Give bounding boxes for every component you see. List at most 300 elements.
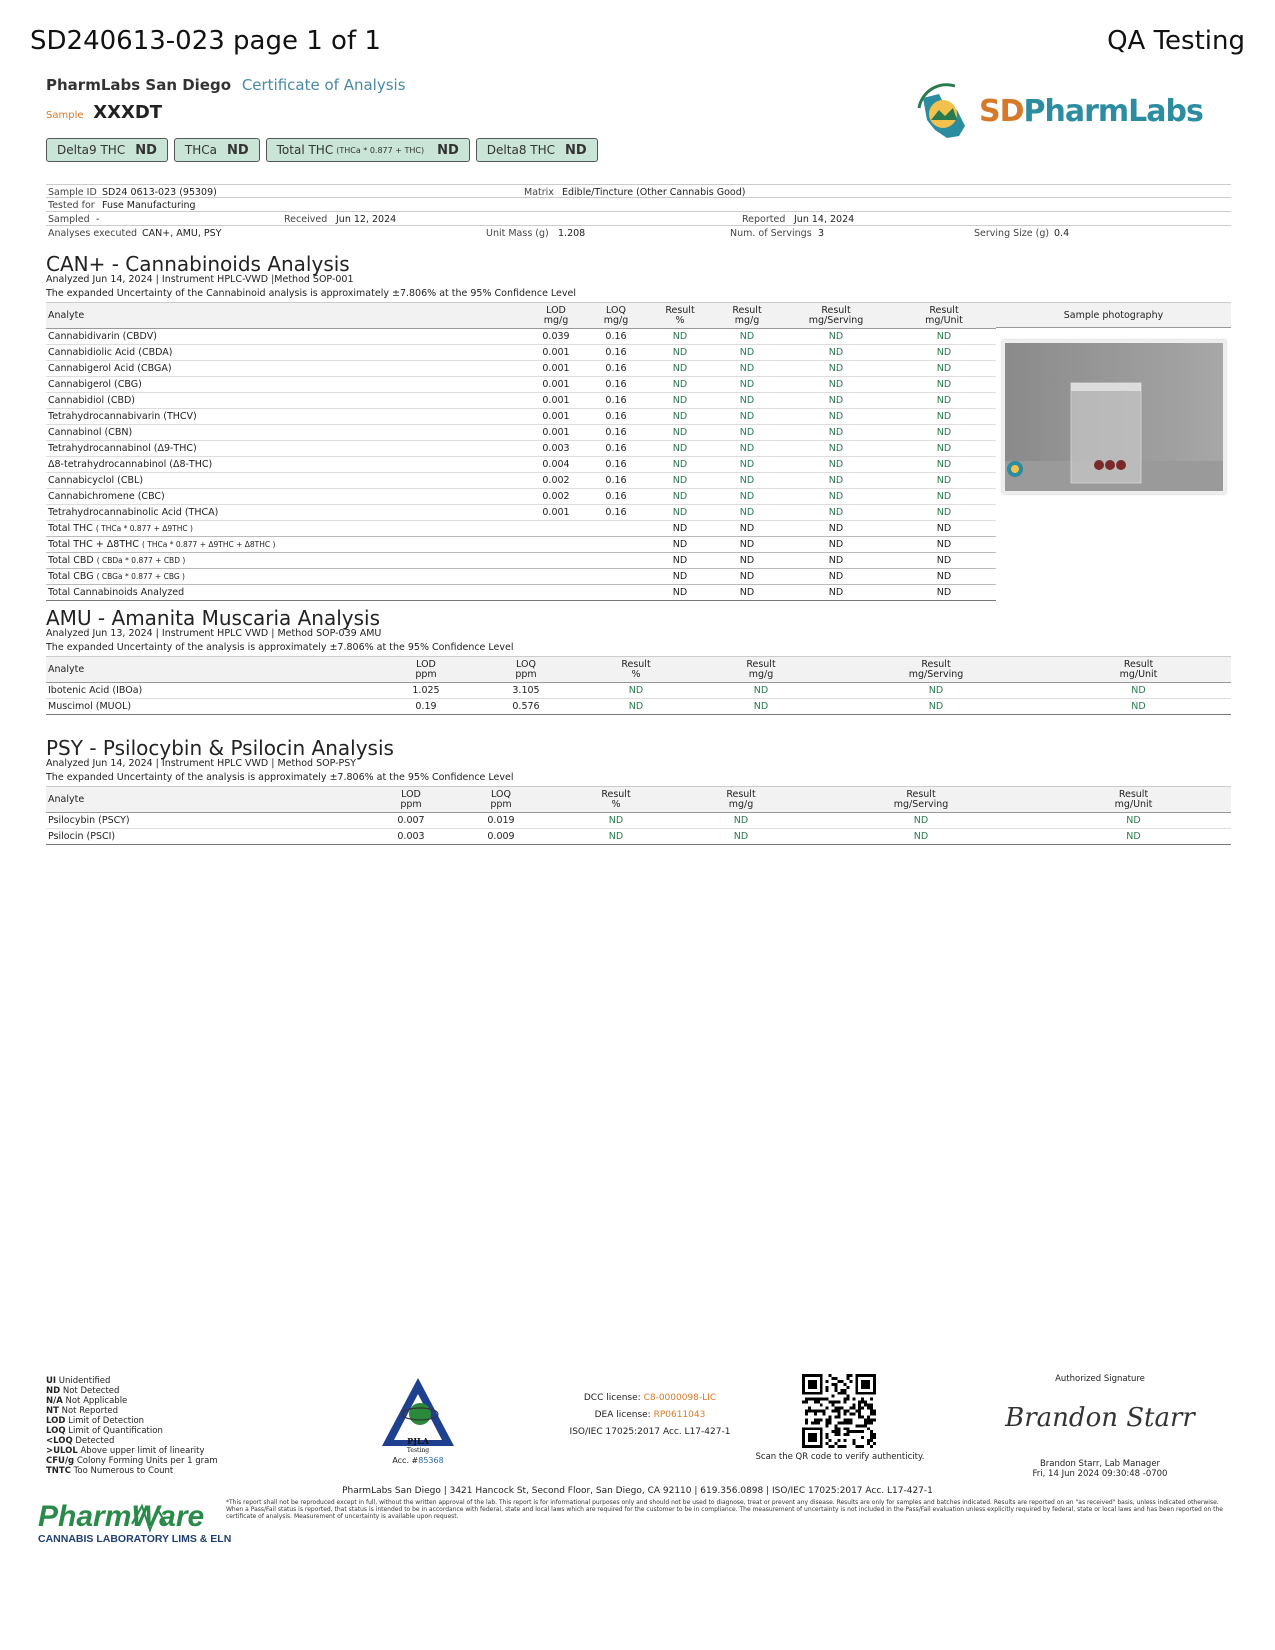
result-unit: ND	[892, 569, 996, 585]
legend-item	[46, 1446, 218, 1456]
legend-abbr: N/A	[46, 1396, 63, 1406]
psy-section-title: PSY - Psilocybin & Psilocin Analysis	[46, 736, 394, 760]
result-unit: ND	[892, 361, 996, 377]
result-serving: ND	[780, 537, 892, 553]
legend-item	[46, 1456, 218, 1466]
lod-value: 0.002	[526, 489, 586, 505]
result-mgg: ND	[714, 473, 780, 489]
lab-name: PharmLabs San Diego	[46, 76, 232, 94]
lod-value: 0.003	[376, 829, 446, 845]
analyses-label: Analyses executed	[48, 228, 138, 239]
result-serving: ND	[780, 377, 892, 393]
loq-value: 0.009	[446, 829, 556, 845]
col-loq-unit: ppm	[490, 798, 512, 810]
col-result-mgg	[676, 787, 806, 813]
col-analyte: Analyte	[46, 787, 376, 813]
amu-analyzed-line: Analyzed Jun 13, 2024 | Instrument HPLC VWD | Method SOP-039 AMU	[46, 628, 382, 639]
col-serv-unit: mg/Serving	[893, 798, 949, 810]
total-label: Total CBD	[48, 555, 94, 566]
tested-for-label: Tested for	[48, 200, 95, 211]
result-serving: ND	[780, 441, 892, 457]
analyte-name: Cannabichromene (CBC)	[46, 489, 526, 505]
result-unit: ND	[1036, 813, 1231, 829]
legend-abbr: UI	[46, 1376, 57, 1386]
lod-value: 0.001	[526, 425, 586, 441]
result-serving: ND	[826, 699, 1046, 715]
result-unit: ND	[892, 505, 996, 521]
legend-item	[46, 1416, 218, 1426]
result-pct: ND	[646, 393, 714, 409]
sampled-label: Sampled	[48, 214, 90, 225]
col-lod-unit: mg/g	[543, 314, 569, 326]
total-formula: ( CBGa * 0.877 + CBG )	[96, 572, 185, 581]
dea-license-label: DEA license:	[594, 1410, 651, 1420]
table-row	[46, 473, 996, 489]
sample-photo	[1002, 340, 1226, 494]
dcc-license-label: DCC license:	[583, 1393, 641, 1403]
matrix-label: Matrix	[524, 187, 554, 198]
col-serv-unit: mg/Serving	[908, 668, 964, 680]
legend-text: Not Detected	[62, 1386, 120, 1396]
col-result-mgg	[696, 657, 826, 683]
result-pct: ND	[646, 505, 714, 521]
total-row	[46, 585, 996, 601]
qr-caption: Scan the QR code to verify authenticity.	[755, 1452, 925, 1462]
badge-value: ND	[135, 142, 157, 158]
col-serv-title: Result	[821, 304, 851, 316]
analyte-name: Cannabidiol (CBD)	[46, 393, 526, 409]
result-mgg: ND	[714, 457, 780, 473]
lod-value: 0.004	[526, 457, 586, 473]
col-loq	[446, 787, 556, 813]
analyte-name: Cannabidiolic Acid (CBDA)	[46, 345, 526, 361]
result-mgg: ND	[714, 329, 780, 345]
result-mgg: ND	[676, 813, 806, 829]
col-result-mgg	[714, 303, 780, 329]
pharmware-logo	[36, 1494, 232, 1550]
table-row	[46, 441, 996, 457]
col-result-pct	[576, 657, 696, 683]
result-serving: ND	[780, 425, 892, 441]
analyte-name: Cannabigerol (CBG)	[46, 377, 526, 393]
col-loq-title: LOQ	[606, 304, 626, 316]
licenses-block	[540, 1390, 760, 1441]
total-formula: ( THCa * 0.877 + Δ9THC + Δ8THC )	[141, 540, 276, 549]
psilocybin-table	[46, 786, 1231, 845]
lod-value	[526, 585, 586, 601]
col-result-pct	[556, 787, 676, 813]
result-unit: ND	[892, 553, 996, 569]
result-mgg: ND	[714, 521, 780, 537]
col-lod-title: LOD	[401, 788, 421, 800]
lod-value: 0.001	[526, 393, 586, 409]
can-section-title: CAN+ - Cannabinoids Analysis	[46, 252, 350, 276]
col-lod	[376, 657, 476, 683]
loq-value: 0.16	[586, 345, 646, 361]
result-serving: ND	[780, 393, 892, 409]
col-pct-unit: %	[631, 668, 641, 680]
loq-value: 0.16	[586, 457, 646, 473]
badge-total-thc	[266, 138, 470, 162]
col-result-serving	[806, 787, 1036, 813]
table-header-row	[46, 787, 1231, 813]
footer-disclaimer: *This report shall not be reproduced except in full, without the written approval of the lab. This report is for informational purposes only and should not be used to diagnose, treat or prevent any disease. Results are only for samples and batches indicated. Results are reported on an "as received" basis, unless indicated otherwise. When a Pass/Fail status is reported, that status is intended to be in accordance with federal, state and local laws which are required for the customer to be in compliance. The measurement of uncertainty is not included in the Pass/Fail evaluation unless explicitly required by federal, state or local laws and has been reported on the certificate of analysis. Measurement of uncertainty is available upon request.	[226, 1499, 1223, 1520]
badge-value: ND	[226, 142, 249, 158]
analyte-name: Psilocin (PSCI)	[46, 829, 376, 845]
meta-row	[46, 212, 1231, 226]
loq-value	[586, 585, 646, 601]
col-result-pct	[646, 303, 714, 329]
badge-label: Delta8 THC	[486, 143, 555, 157]
col-analyte: Analyte	[46, 657, 376, 683]
loq-value: 0.16	[586, 409, 646, 425]
pharmware-tagline: CANNABIS LABORATORY LIMS & ELN	[38, 1533, 232, 1545]
lod-value: 0.001	[526, 345, 586, 361]
table-row	[46, 505, 996, 521]
result-serving: ND	[780, 553, 892, 569]
col-lod-unit: ppm	[415, 668, 437, 680]
loq-value: 0.576	[476, 699, 576, 715]
analyte-name: Tetrahydrocannabivarin (THCV)	[46, 409, 526, 425]
result-unit: ND	[1036, 829, 1231, 845]
legend-text: Colony Forming Units per 1 gram	[76, 1456, 218, 1466]
amu-section-title: AMU - Amanita Muscaria Analysis	[46, 606, 381, 630]
table-row	[46, 361, 996, 377]
result-pct: ND	[646, 377, 714, 393]
servings: 3	[818, 228, 825, 239]
page-header	[30, 26, 1245, 62]
result-serving: ND	[780, 329, 892, 345]
legend-item	[46, 1376, 218, 1386]
psy-uncertainty-line: The expanded Uncertainty of the analysis is approximately ±7.806% at the 95% Confidence Level	[46, 772, 514, 783]
total-label-cell	[46, 585, 526, 601]
badge-label: Total THC	[276, 143, 334, 157]
signature-date: Fri, 14 Jun 2024 09:30:48 -0700	[1032, 1469, 1168, 1479]
legend-abbr: ND	[46, 1386, 61, 1396]
meta-row	[46, 226, 1231, 240]
total-label-cell	[46, 537, 526, 553]
legend-text: Too Numerous to Count	[73, 1466, 174, 1476]
result-unit: ND	[892, 393, 996, 409]
badge-delta9-thc	[46, 138, 168, 162]
result-unit: ND	[892, 377, 996, 393]
loq-value: 0.16	[586, 425, 646, 441]
col-mgg-unit: mg/g	[748, 668, 774, 680]
table-row	[46, 813, 1231, 829]
result-pct: ND	[646, 569, 714, 585]
col-loq-title: LOQ	[491, 788, 511, 800]
pjla-logo-icon	[378, 1376, 458, 1454]
signature-heading: Authorized Signature	[1055, 1374, 1145, 1384]
received: Jun 12, 2024	[336, 214, 397, 225]
total-formula: ( CBDa * 0.877 + CBD )	[96, 556, 186, 565]
total-label: Total Cannabinoids Analyzed	[48, 587, 185, 598]
cannabinoids-table	[46, 302, 996, 601]
reported: Jun 14, 2024	[794, 214, 855, 225]
loq-value: 0.16	[586, 505, 646, 521]
analyte-name: Tetrahydrocannabinolic Acid (THCA)	[46, 505, 526, 521]
result-serving: ND	[780, 361, 892, 377]
col-result-unit	[892, 303, 996, 329]
sample-photo-header: Sample photography	[996, 302, 1231, 328]
legend-text: Unidentified	[58, 1376, 111, 1386]
analyte-name: Cannabidivarin (CBDV)	[46, 329, 526, 345]
table-row	[46, 377, 996, 393]
result-mgg: ND	[676, 829, 806, 845]
badge-formula: (THCa * 0.877 + THC)	[336, 145, 425, 155]
legend-abbr: >ULOL	[46, 1446, 78, 1456]
table-row	[46, 489, 996, 505]
pjla-accreditation	[378, 1376, 458, 1466]
lod-value: 1.025	[376, 683, 476, 699]
badge-thca	[174, 138, 260, 162]
result-unit: ND	[892, 457, 996, 473]
sample-name: XXXDT	[93, 102, 163, 123]
serving-size-label: Serving Size (g)	[974, 228, 1050, 239]
lod-value: 0.002	[526, 473, 586, 489]
lod-value	[526, 521, 586, 537]
col-mgg-unit: mg/g	[728, 798, 754, 810]
total-formula: ( THCa * 0.877 + Δ9THC )	[95, 524, 193, 533]
result-pct: ND	[646, 553, 714, 569]
result-serving: ND	[780, 345, 892, 361]
analyte-name: Cannabigerol Acid (CBGA)	[46, 361, 526, 377]
signatory-name: Brandon Starr, Lab Manager	[1039, 1459, 1161, 1469]
lod-value	[526, 553, 586, 569]
legend-item	[46, 1406, 218, 1416]
result-pct: ND	[556, 829, 676, 845]
result-pct: ND	[646, 457, 714, 473]
lod-value	[526, 537, 586, 553]
result-serving: ND	[826, 683, 1046, 699]
sample-label: Sample	[46, 110, 84, 121]
col-lod-unit: ppm	[400, 798, 422, 810]
loq-value: 3.105	[476, 683, 576, 699]
col-pct-title: Result	[665, 304, 695, 316]
document-id: SD240613-023 page 1 of 1	[30, 26, 381, 56]
result-serving: ND	[780, 521, 892, 537]
loq-value	[586, 553, 646, 569]
pharmware-logo-image	[36, 1494, 232, 1550]
result-pct: ND	[646, 361, 714, 377]
meta-row	[46, 198, 1231, 212]
result-pct: ND	[646, 345, 714, 361]
col-unit-title: Result	[1123, 658, 1154, 670]
pjla-acc-number: 85368	[418, 1456, 444, 1465]
can-analyzed-line: Analyzed Jun 14, 2024 | Instrument HPLC-VWD |Method SOP-001	[46, 274, 354, 285]
servings-label: Num. of Servings	[730, 228, 812, 239]
sample-photo-image	[1005, 343, 1223, 491]
qa-testing-label: QA Testing	[1107, 26, 1245, 56]
legend-text: Above upper limit of linearity	[80, 1446, 205, 1456]
meta-row	[46, 184, 1231, 198]
badge-value: ND	[565, 142, 587, 158]
result-unit: ND	[892, 425, 996, 441]
result-serving: ND	[780, 585, 892, 601]
analyte-name: Cannabicyclol (CBL)	[46, 473, 526, 489]
dcc-license: C8-0000098-LIC	[643, 1393, 717, 1403]
matrix: Edible/Tincture (Other Cannabis Good)	[562, 187, 746, 198]
col-lod-title: LOD	[546, 304, 566, 316]
result-serving: ND	[806, 829, 1036, 845]
result-unit: ND	[892, 521, 996, 537]
result-mgg: ND	[714, 505, 780, 521]
sample-id-label: Sample ID	[48, 187, 97, 198]
col-lod-title: LOD	[416, 658, 436, 670]
sample-meta	[46, 184, 1231, 240]
reported-label: Reported	[742, 214, 786, 225]
analyte-name: Cannabinol (CBN)	[46, 425, 526, 441]
legend-abbr: LOQ	[46, 1426, 66, 1436]
total-label-cell	[46, 569, 526, 585]
result-serving: ND	[780, 409, 892, 425]
result-pct: ND	[646, 521, 714, 537]
lod-value: 0.003	[526, 441, 586, 457]
legend-abbr: NT	[46, 1406, 59, 1416]
iso-accreditation: ISO/IEC 17025:2017 Acc. L17-427-1	[569, 1427, 731, 1437]
handwritten-signature	[1005, 1384, 1195, 1444]
california-logo-icon	[909, 80, 979, 150]
result-mgg: ND	[714, 537, 780, 553]
col-mgg-unit: mg/g	[734, 314, 760, 326]
table-row	[46, 345, 996, 361]
col-serv-unit: mg/Serving	[808, 314, 864, 326]
certificate-title: Certificate of Analysis	[241, 76, 406, 94]
result-unit: ND	[892, 345, 996, 361]
result-pct: ND	[646, 473, 714, 489]
col-loq-title: LOQ	[516, 658, 536, 670]
result-mgg: ND	[714, 393, 780, 409]
result-mgg: ND	[714, 409, 780, 425]
result-serving: ND	[806, 813, 1036, 829]
amu-uncertainty-line: The expanded Uncertainty of the analysis is approximately ±7.806% at the 95% Confidence Level	[46, 642, 514, 653]
result-mgg: ND	[714, 377, 780, 393]
can-uncertainty-line: The expanded Uncertainty of the Cannabinoid analysis is approximately ±7.806% at the 95% Confidence Level	[46, 288, 577, 299]
loq-value	[586, 537, 646, 553]
total-label-cell	[46, 553, 526, 569]
result-serving: ND	[780, 457, 892, 473]
signatory	[1010, 1459, 1190, 1479]
result-mgg: ND	[714, 569, 780, 585]
loq-value: 0.16	[586, 441, 646, 457]
sampled: -	[96, 214, 100, 225]
result-unit: ND	[892, 409, 996, 425]
table-header-row	[46, 303, 996, 329]
result-unit: ND	[892, 473, 996, 489]
legend-text: Limit of Detection	[68, 1416, 145, 1426]
unit-mass-label: Unit Mass (g)	[486, 228, 549, 239]
badge-label: Delta9 THC	[57, 143, 126, 157]
result-serving: ND	[780, 473, 892, 489]
col-pct-title: Result	[621, 658, 651, 670]
result-unit: ND	[1046, 683, 1231, 699]
badge-delta8-thc	[476, 138, 598, 162]
col-unit-title: Result	[1118, 788, 1149, 800]
result-unit: ND	[892, 537, 996, 553]
legend-abbr: <LOQ	[46, 1436, 73, 1446]
result-pct: ND	[646, 409, 714, 425]
legend-text: Detected	[75, 1436, 115, 1446]
col-unit-title: Result	[929, 304, 959, 316]
lod-value: 0.039	[526, 329, 586, 345]
lod-value: 0.001	[526, 377, 586, 393]
analyte-name: Psilocybin (PSCY)	[46, 813, 376, 829]
result-pct: ND	[576, 699, 696, 715]
signature-script: Brandon Starr	[1005, 1403, 1195, 1433]
abbreviation-legend	[46, 1376, 218, 1476]
footer-address: PharmLabs San Diego | 3421 Hancock St, Second Floor, San Diego, CA 92110 | 619.356.0898 | ISO/IEC 17025:2017 Acc. L17-427-1	[342, 1486, 933, 1496]
total-label: Total THC + Δ8THC	[48, 539, 139, 550]
col-result-serving	[780, 303, 892, 329]
legend-text: Not Reported	[61, 1406, 119, 1416]
result-mgg: ND	[714, 345, 780, 361]
summary-badges	[46, 138, 598, 162]
col-mgg-title: Result	[746, 658, 776, 670]
lod-value	[526, 569, 586, 585]
table-row	[46, 393, 996, 409]
col-mgg-title: Result	[726, 788, 756, 800]
legend-item	[46, 1396, 218, 1406]
legend-abbr: LOD	[46, 1416, 66, 1426]
col-result-unit	[1036, 787, 1231, 813]
result-serving: ND	[780, 505, 892, 521]
col-lod	[526, 303, 586, 329]
badge-value: ND	[437, 142, 459, 158]
loq-value: 0.16	[586, 377, 646, 393]
table-row	[46, 409, 996, 425]
col-loq	[586, 303, 646, 329]
signature-block	[1005, 1374, 1195, 1447]
pjla-acc	[378, 1456, 458, 1465]
loq-value: 0.16	[586, 393, 646, 409]
col-mgg-title: Result	[732, 304, 762, 316]
dea-license: RP0611043	[653, 1410, 706, 1420]
result-pct: ND	[646, 537, 714, 553]
legend-text: Limit of Quantification	[68, 1426, 163, 1436]
verification-qr-code[interactable]	[802, 1374, 876, 1448]
col-pct-unit: %	[675, 314, 685, 326]
tested-for: Fuse Manufacturing	[102, 200, 196, 211]
result-mgg: ND	[714, 585, 780, 601]
sdpharmlabs-logo	[909, 80, 1203, 150]
legend-item	[46, 1466, 218, 1476]
legend-text: Not Applicable	[65, 1396, 128, 1406]
col-serv-title: Result	[906, 788, 936, 800]
result-unit: ND	[892, 489, 996, 505]
analyte-name: Δ8-tetrahydrocannabinol (Δ8-THC)	[46, 457, 526, 473]
pjla-acc-label: Acc. #	[392, 1456, 419, 1465]
result-mgg: ND	[714, 425, 780, 441]
result-unit: ND	[892, 329, 996, 345]
legend-item	[46, 1386, 218, 1396]
result-serving: ND	[780, 489, 892, 505]
result-serving: ND	[780, 569, 892, 585]
table-row	[46, 425, 996, 441]
result-pct: ND	[646, 425, 714, 441]
pjla-name: PJLA	[407, 1436, 429, 1446]
analyte-name: Muscimol (MUOL)	[46, 699, 376, 715]
legend-item	[46, 1436, 218, 1446]
lod-value: 0.001	[526, 505, 586, 521]
psy-analyzed-line: Analyzed Jun 14, 2024 | Instrument HPLC VWD | Method SOP-PSY	[46, 758, 357, 769]
logo-wordmark	[979, 94, 1203, 129]
loq-value: 0.16	[586, 489, 646, 505]
badge-label: THCa	[184, 143, 217, 157]
table-row	[46, 683, 1231, 699]
col-loq	[476, 657, 576, 683]
total-label: Total THC	[48, 523, 93, 534]
col-unit-unit: mg/Unit	[925, 314, 963, 326]
